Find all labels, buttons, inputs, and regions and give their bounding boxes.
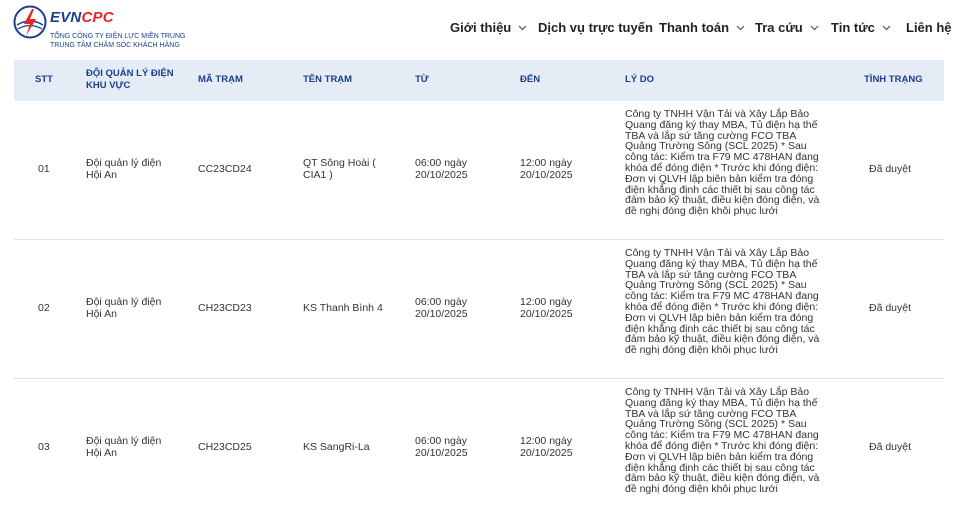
chevron-down-icon bbox=[518, 25, 527, 31]
nav-label: Tra cứu bbox=[755, 20, 803, 35]
cell-team: Đội quản lý điện Hội An bbox=[86, 435, 162, 459]
site-header bbox=[0, 0, 961, 60]
brand-block[interactable] bbox=[50, 10, 186, 50]
col-header-reason: LÝ DO bbox=[625, 74, 655, 85]
cell-code: CH23CD25 bbox=[198, 441, 252, 453]
cell-station: QT Sông Hoài ( CIA1 ) bbox=[303, 157, 376, 181]
cell-team: Đội quản lý điện Hội An bbox=[86, 157, 162, 181]
nav-item-thanh-toan[interactable] bbox=[659, 20, 745, 35]
col-header-team: ĐỘI QUẢN LÝ ĐIỆN KHU VỰC bbox=[86, 68, 174, 91]
status-badge: Đã duyệt bbox=[868, 441, 912, 453]
cell-stt: 02 bbox=[38, 302, 50, 314]
cell-team: Đội quản lý điện Hội An bbox=[86, 296, 162, 320]
brand-evn: EVN bbox=[50, 9, 82, 26]
nav-label: Giới thiệu bbox=[450, 20, 512, 35]
cell-stt: 01 bbox=[38, 163, 50, 175]
brand-cpc: CPC bbox=[81, 9, 114, 26]
col-header-stt: STT bbox=[35, 74, 53, 85]
cell-station: KS SangRi-La bbox=[303, 441, 370, 453]
cell-code: CC23CD24 bbox=[198, 163, 252, 175]
table-row bbox=[14, 101, 944, 240]
cell-station: KS Thanh Bình 4 bbox=[303, 302, 383, 314]
col-header-code: MÃ TRẠM bbox=[198, 74, 243, 85]
brand-line-2: TRUNG TÂM CHĂM SÓC KHÁCH HÀNG bbox=[50, 42, 180, 49]
evncpc-logo-icon[interactable] bbox=[13, 5, 47, 39]
cell-from: 06:00 ngày 20/10/2025 bbox=[415, 157, 468, 181]
cell-from: 06:00 ngày 20/10/2025 bbox=[415, 296, 468, 320]
cell-reason: Công ty TNHH Vận Tải và Xây Lắp Bảo Quang đăng ký thay MBA, Tủ điện hạ thế TBA và lắp sứ tăng cường FCO TBA Quảng Trường Sông (SCL 2025) * Sau công tác: Kiểm tra F79 MC 478HAN đang khóa để đóng điện * Trước khi đóng điện: Đơn vị QLVH lập biên bản kiểm tra đóng điện khẳng định các thiết bị sau công tác đảm bảo kỹ thuật, điều kiện đóng điện, và đề nghị đóng điện khôi phục lưới bbox=[625, 247, 820, 357]
nav-label: Dịch vụ trực tuyến bbox=[538, 20, 653, 35]
col-header-from: TỪ bbox=[415, 74, 429, 85]
nav-item-gioi-thieu[interactable] bbox=[450, 20, 527, 35]
cell-to: 12:00 ngày 20/10/2025 bbox=[520, 435, 573, 459]
col-header-station: TÊN TRẠM bbox=[303, 74, 353, 85]
cell-reason: Công ty TNHH Vận Tải và Xây Lắp Bảo Quang đăng ký thay MBA, Tủ điện hạ thế TBA và lắp sứ tăng cường FCO TBA Quảng Trường Sông (SCL 2025) * Sau công tác: Kiểm tra F79 MC 478HAN đang khóa để đóng điện * Trước khi đóng điện: Đơn vị QLVH lập biên bản kiểm tra đóng điện khẳng định các thiết bị sau công tác đảm bảo kỹ thuật, điều kiện đóng điện, và đề nghị đóng điện khôi phục lưới bbox=[625, 386, 820, 496]
nav-item-lien-he[interactable] bbox=[906, 20, 952, 35]
cell-to: 12:00 ngày 20/10/2025 bbox=[520, 296, 573, 320]
nav-label: Liên hệ bbox=[906, 20, 952, 35]
table-row bbox=[14, 240, 944, 379]
col-header-status: TÌNH TRẠNG bbox=[864, 74, 923, 85]
table-header-row bbox=[14, 60, 944, 101]
cell-reason: Công ty TNHH Vận Tải và Xây Lắp Bảo Quang đăng ký thay MBA, Tủ điện hạ thế TBA và lắp sứ tăng cường FCO TBA Quảng Trường Sông (SCL 2025) * Sau công tác: Kiểm tra F79 MC 478HAN đang khóa để đóng điện * Trước khi đóng điện: Đơn vị QLVH lập biên bản kiểm tra đóng điện khẳng định các thiết bị sau công tác đảm bảo kỹ thuật, điều kiện đóng điện, và đề nghị đóng điện khôi phục lưới bbox=[625, 108, 820, 218]
nav-label: Thanh toán bbox=[659, 20, 730, 35]
nav-item-dich-vu-truc-tuyen[interactable] bbox=[538, 20, 653, 35]
cell-code: CH23CD23 bbox=[198, 302, 252, 314]
nav-label: Tin tức bbox=[831, 20, 875, 35]
brand-line-1: TỔNG CÔNG TY ĐIỆN LỰC MIỀN TRUNG bbox=[50, 33, 186, 40]
nav-item-tin-tuc[interactable] bbox=[831, 20, 891, 35]
cell-from: 06:00 ngày 20/10/2025 bbox=[415, 435, 468, 459]
table-row bbox=[14, 379, 944, 515]
cell-stt: 03 bbox=[38, 441, 50, 453]
chevron-down-icon bbox=[810, 25, 819, 31]
nav-item-tra-cuu[interactable] bbox=[755, 20, 819, 35]
chevron-down-icon bbox=[736, 25, 745, 31]
col-header-to: ĐẾN bbox=[520, 74, 541, 85]
chevron-down-icon bbox=[882, 25, 891, 31]
status-badge: Đã duyệt bbox=[868, 163, 912, 175]
cell-to: 12:00 ngày 20/10/2025 bbox=[520, 157, 573, 181]
status-badge: Đã duyệt bbox=[868, 302, 912, 314]
brand-name bbox=[50, 10, 186, 26]
